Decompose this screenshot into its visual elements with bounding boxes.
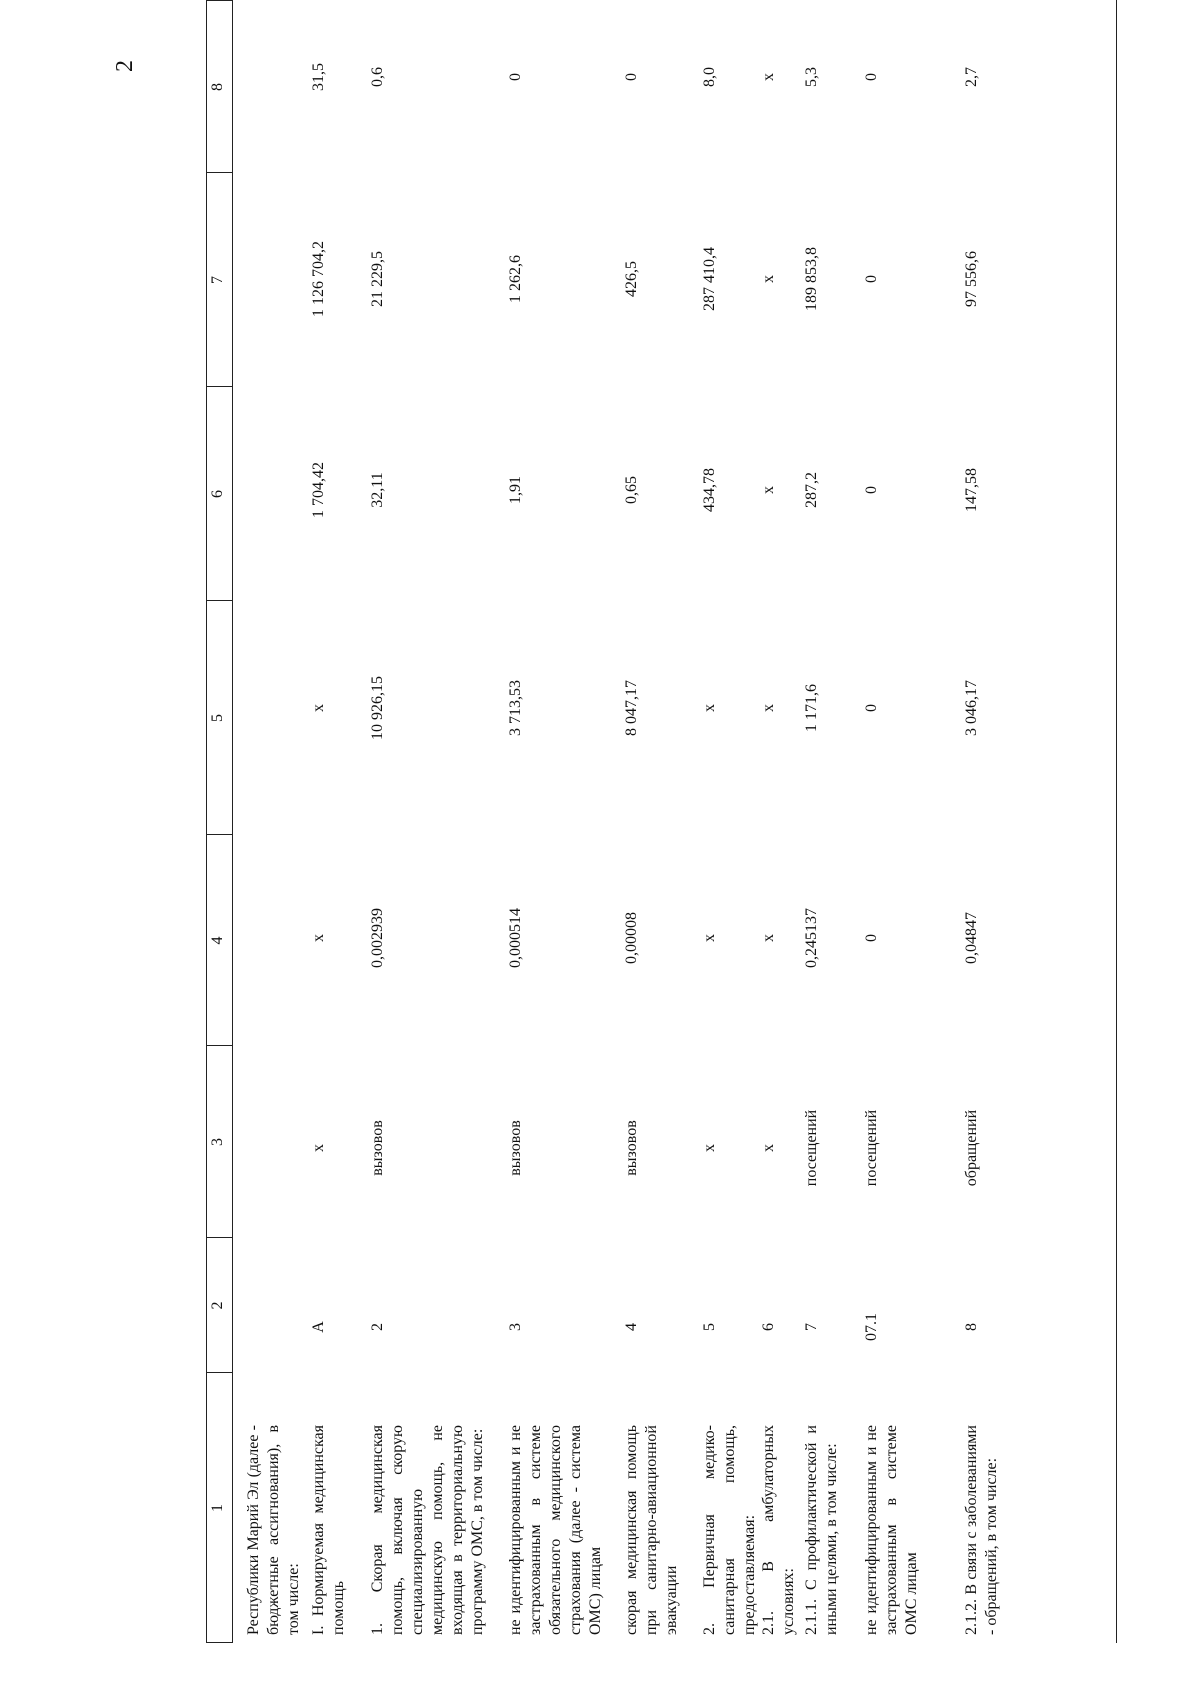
row-value-col7: х bbox=[760, 275, 777, 283]
column-number-6: 6 bbox=[209, 490, 226, 498]
row-unit: х bbox=[310, 1144, 327, 1152]
column-number-4: 4 bbox=[209, 936, 226, 945]
row-value-col4: 0,00008 bbox=[623, 912, 640, 964]
row-value-col5: 10 926,15 bbox=[369, 676, 386, 740]
row-value-col8: 0 bbox=[863, 73, 880, 81]
row-value-col6: 1 704,42 bbox=[310, 462, 327, 518]
page-number: 2 bbox=[112, 60, 138, 72]
row-label: Республики Марий Эл (далее - бюджетные ассигнования), в том числе: bbox=[245, 1425, 302, 1635]
row-unit: обращений bbox=[963, 1109, 980, 1187]
column-number-2: 2 bbox=[209, 1301, 226, 1310]
row-value-col5: х bbox=[310, 704, 327, 712]
row-value-col7: 189 853,8 bbox=[803, 247, 820, 311]
row-value-col7: 426,5 bbox=[623, 261, 640, 297]
row-value-col4: 0,002939 bbox=[369, 908, 386, 968]
data-table bbox=[206, 0, 1126, 1643]
column-number-1: 1 bbox=[209, 1504, 226, 1512]
row-value-col5: 3 713,53 bbox=[507, 680, 524, 736]
row-value-col7: 1 126 704,2 bbox=[310, 241, 327, 317]
column-number-8: 8 bbox=[209, 83, 226, 91]
row-unit: х bbox=[760, 1144, 777, 1152]
row-value-col8: х bbox=[760, 73, 777, 81]
row-label: 2.1.2. В связи с заболеваниями - обращений, в том числе: bbox=[963, 1425, 1000, 1635]
row-value-col6: х bbox=[760, 486, 777, 494]
header-bottom-border bbox=[232, 0, 233, 1643]
row-label: не идентифицированным и не застрахованным в системе ОМС лицам bbox=[863, 1425, 920, 1635]
row-value-col4: 0 bbox=[863, 934, 880, 942]
row-value-col8: 31,5 bbox=[310, 63, 327, 91]
row-value-col5: 3 046,17 bbox=[963, 680, 980, 736]
row-value-col7: 1 262,6 bbox=[507, 255, 524, 303]
row-value-col4: 0,000514 bbox=[507, 908, 524, 968]
row-value-col8: 0 bbox=[623, 73, 640, 81]
column-number-3: 3 bbox=[209, 1138, 226, 1146]
row-value-col7: 97 556,6 bbox=[963, 251, 980, 307]
row-value-col8: 0 bbox=[507, 73, 524, 81]
row-value-col6: 32,11 bbox=[369, 472, 386, 508]
row-unit: посещений bbox=[863, 1109, 880, 1187]
row-value-col7: 0 bbox=[863, 275, 880, 283]
row-label: не идентифицированным и не застрахованным в системе обязательного медицинского страхования (далее - система ОМС) лицам bbox=[507, 1425, 604, 1635]
row-unit: вызовов bbox=[369, 1120, 386, 1176]
row-code: 3 bbox=[507, 1323, 524, 1331]
row-code: 7 bbox=[803, 1323, 820, 1331]
row-value-col6: 147,58 bbox=[963, 468, 980, 512]
row-label: 1. Скорая медицинская помощь, включая скорую специализированную медицинскую помощь, не входящая в территориальную программу ОМС, в том числе: bbox=[369, 1425, 486, 1635]
row-value-col6: 434,78 bbox=[701, 468, 718, 512]
row-value-col4: х bbox=[310, 934, 327, 942]
row-value-col6: 0,65 bbox=[623, 476, 640, 504]
row-value-col6: 287,2 bbox=[803, 472, 820, 508]
row-value-col4: х bbox=[701, 934, 718, 942]
row-value-col5: х bbox=[701, 704, 718, 712]
row-value-col7: 287 410,4 bbox=[701, 247, 718, 311]
row-value-col5: 0 bbox=[863, 704, 880, 712]
row-code: 07.1 bbox=[863, 1313, 880, 1341]
row-value-col8: 8,0 bbox=[701, 67, 718, 87]
row-value-col5: 8 047,17 bbox=[623, 680, 640, 736]
row-code: А bbox=[310, 1321, 327, 1333]
table-bottom-border bbox=[1116, 0, 1117, 1643]
row-label: I. Нормируемая медицинская помощь bbox=[310, 1425, 347, 1635]
column-number-5: 5 bbox=[209, 714, 226, 722]
row-code: 4 bbox=[623, 1323, 640, 1331]
row-label: 2.1.1. С профилактической и иными целями, в том числе: bbox=[803, 1425, 840, 1635]
row-label: скорая медицинская помощь при санитарно-авиационной эвакуации bbox=[623, 1425, 680, 1635]
row-value-col4: 0,04847 bbox=[963, 912, 980, 964]
row-value-col4: 0,245137 bbox=[803, 908, 820, 968]
row-code: 2 bbox=[369, 1323, 386, 1331]
row-value-col8: 5,3 bbox=[803, 67, 820, 87]
row-value-col8: 2,7 bbox=[963, 67, 980, 87]
row-value-col5: 1 171,6 bbox=[803, 684, 820, 732]
row-value-col6: 1,91 bbox=[507, 476, 524, 504]
row-value-col5: х bbox=[760, 704, 777, 712]
row-unit: вызовов bbox=[507, 1120, 524, 1176]
row-unit: вызовов bbox=[623, 1120, 640, 1176]
table-top-border bbox=[206, 0, 207, 1643]
column-number-7: 7 bbox=[209, 276, 226, 284]
row-code: 5 bbox=[701, 1323, 718, 1331]
row-code: 6 bbox=[760, 1323, 777, 1331]
row-value-col6: 0 bbox=[863, 486, 880, 494]
row-value-col8: 0,6 bbox=[369, 67, 386, 87]
row-unit: посещений bbox=[803, 1109, 820, 1187]
row-value-col4: х bbox=[760, 934, 777, 942]
row-unit: х bbox=[701, 1144, 718, 1152]
row-value-col7: 21 229,5 bbox=[369, 251, 386, 307]
row-label: 2. Первичная медико-санитарная помощь, предоставляемая: bbox=[701, 1425, 758, 1635]
row-code: 8 bbox=[963, 1323, 980, 1331]
row-label: 2.1. В амбулаторных условиях: bbox=[760, 1425, 797, 1635]
